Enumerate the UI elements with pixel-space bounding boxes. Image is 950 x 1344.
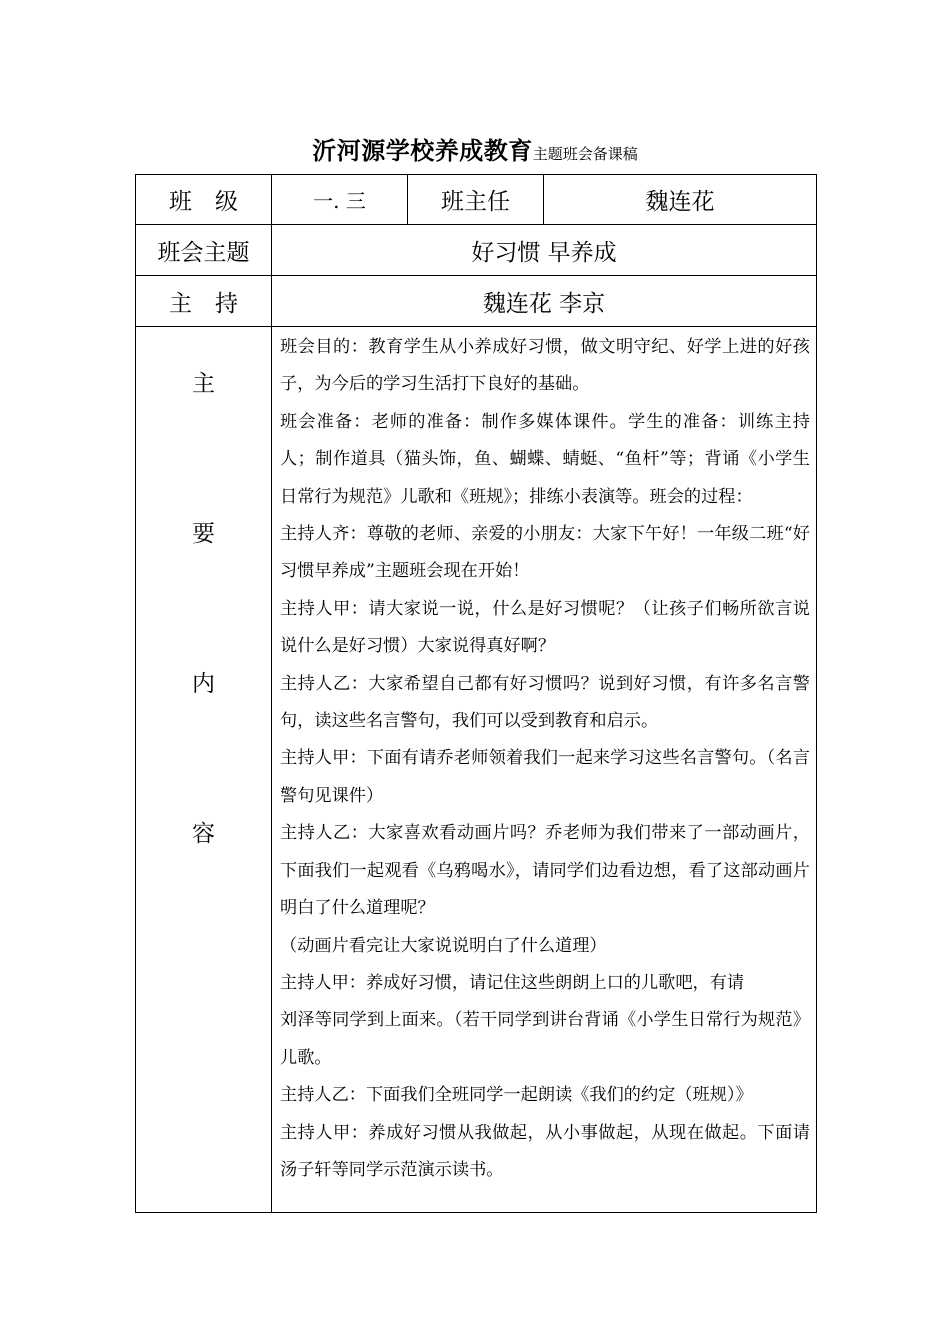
content-paragraph: 主持人甲：养成好习惯从我做起，从小事做起，从现在做起。下面请汤子轩等同学示范演示读书。 [280, 1122, 810, 1180]
class-value: 一. 三 [272, 175, 408, 225]
side-char: 要 [192, 521, 215, 547]
host-value: 魏连花 李京 [272, 276, 817, 327]
main-content-text [272, 327, 817, 1213]
content-paragraph: 主持人乙：大家喜欢看动画片吗？乔老师为我们带来了一部动画片，下面我们一起观看《乌鸦喝水》，请同学们边看边想，看了这部动画片明白了什么道理呢？ [280, 823, 810, 919]
content-paragraph: 刘泽等同学到上面来。（若干同学到讲台背诵《小学生日常行为规范》儿歌。 [280, 1010, 810, 1068]
theme-label: 班会主题 [136, 225, 272, 276]
side-char: 主 [192, 371, 215, 397]
host-label: 主 持 [136, 276, 272, 327]
side-char: 容 [192, 821, 215, 847]
content-paragraph: 班会目的：教育学生从小养成好习惯，做文明守纪、好学上进的好孩子，为今后的学习生活打下良好的基础。 [280, 337, 810, 395]
class-label: 班 级 [136, 175, 272, 225]
title-sub: 主题班会备课稿 [532, 145, 638, 163]
content-paragraph: 主持人甲：请大家说一说，什么是好习惯呢？（让孩子们畅所欲言说说什么是好习惯）大家说得真好啊？ [280, 598, 810, 657]
theme-value: 好习惯 早养成 [272, 225, 817, 276]
head-teacher-label: 班主任 [408, 175, 544, 225]
content-paragraph: 主持人乙：下面我们全班同学一起朗读《我们的约定（班规）》 [280, 1085, 753, 1106]
document-title [0, 134, 950, 171]
head-teacher-value: 魏连花 [544, 175, 817, 225]
theme-row [136, 225, 817, 276]
main-content-row [136, 327, 817, 1213]
content-paragraph: 班会准备：老师的准备：制作多媒体课件。学生的准备：训练主持人；制作道具（猫头饰，鱼、蝴蝶、蜻蜓、“鱼杆”等；背诵《小学生日常行为规范》儿歌和《班规》；排练小表演等。班会的过程： [280, 411, 810, 507]
title-main: 沂河源学校养成教育 [312, 136, 533, 165]
main-content-label [136, 327, 272, 1213]
content-paragraph: （动画片看完让大家说说明白了什么道理） [280, 935, 607, 956]
lesson-plan-table [135, 174, 817, 1213]
side-char: 内 [192, 671, 215, 697]
content-paragraph: 主持人乙：大家希望自己都有好习惯吗？说到好习惯，有许多名言警句，读这些名言警句，我们可以受到教育和启示。 [280, 673, 810, 732]
content-paragraph: 主持人甲：养成好习惯，请记住这些朗朗上口的儿歌吧，有请 [280, 972, 745, 993]
content-paragraph: 主持人齐：尊敬的老师、亲爱的小朋友：大家下午好！一年级二班“好习惯早养成”主题班会现在开始！ [280, 524, 810, 582]
host-row [136, 276, 817, 327]
class-row [136, 175, 817, 225]
content-paragraph: 主持人甲：下面有请乔老师领着我们一起来学习这些名言警句。（名言警句见课件） [280, 748, 810, 806]
